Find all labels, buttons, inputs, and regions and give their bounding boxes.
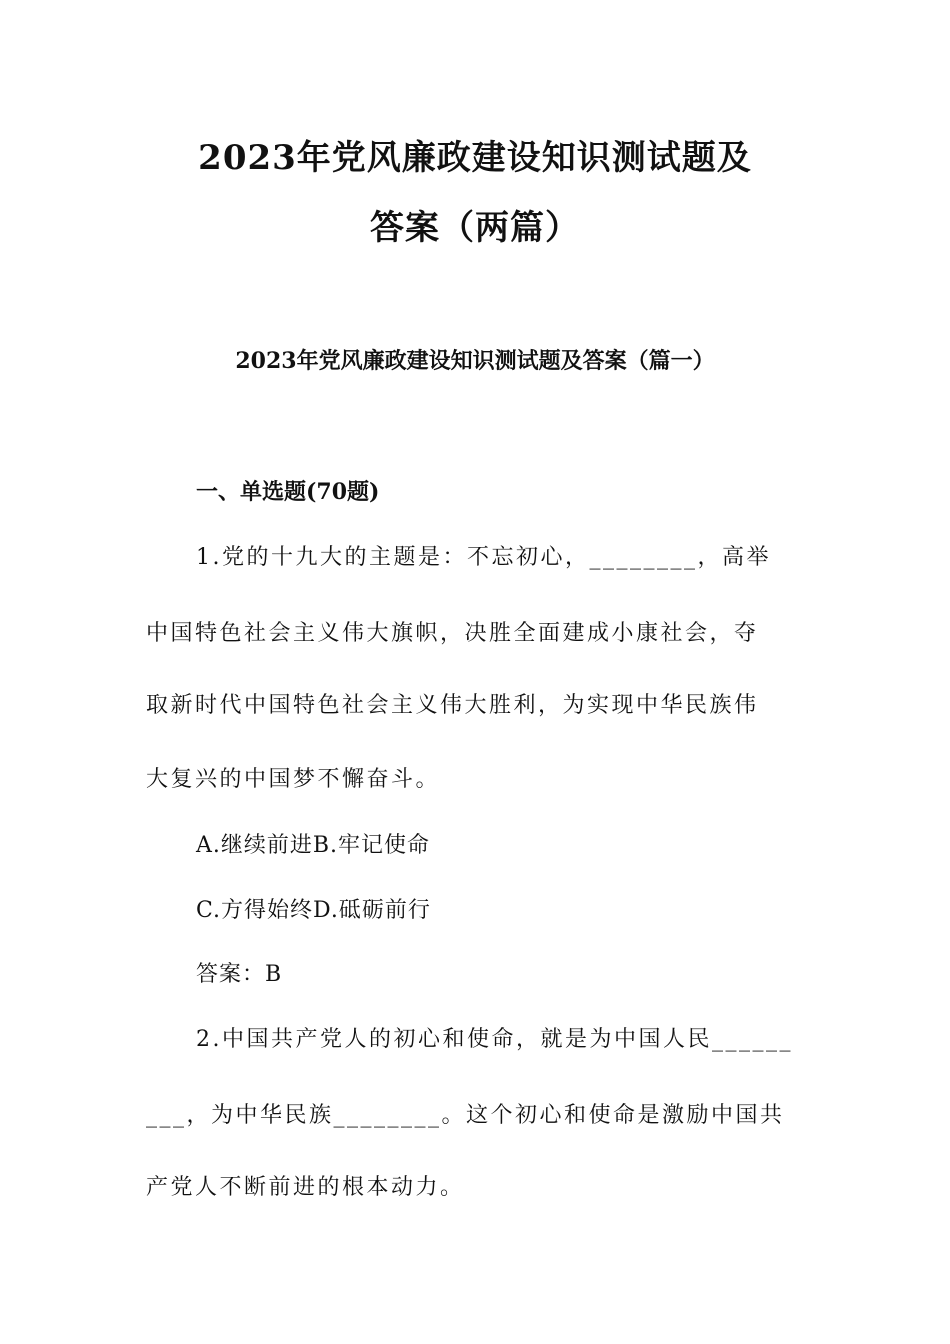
document-title-line-1: 2023年党风廉政建设知识测试题及 <box>198 138 752 178</box>
question-2-line-2: ___，为中华民族________。这个初心和使命是激励中国共 <box>146 1103 785 1128</box>
question-1-line-4: 大复兴的中国梦不懈奋斗。 <box>146 767 441 792</box>
question-1-option-cd: C.方得始终D.砥砺前行 <box>196 898 431 923</box>
part-heading: 一、单选题(70题) <box>196 479 380 505</box>
section-title: 2023年党风廉政建设知识测试题及答案（篇一） <box>235 348 715 374</box>
question-1-line-1: 1.党的十九大的主题是：不忘初心，________，高举 <box>196 545 771 570</box>
question-1-option-ab: A.继续前进B.牢记使命 <box>196 833 431 858</box>
question-1-line-2: 中国特色社会主义伟大旗帜，决胜全面建成小康社会，夺 <box>146 621 759 646</box>
document-title-line-2: 答案（两篇） <box>370 208 580 248</box>
question-2-line-3: 产党人不断前进的根本动力。 <box>146 1175 465 1200</box>
question-1-line-3: 取新时代中国特色社会主义伟大胜利，为实现中华民族伟 <box>146 693 759 718</box>
question-2-line-1: 2.中国共产党人的初心和使命，就是为中国人民______ <box>196 1027 793 1052</box>
question-1-answer: 答案：B <box>196 962 283 987</box>
